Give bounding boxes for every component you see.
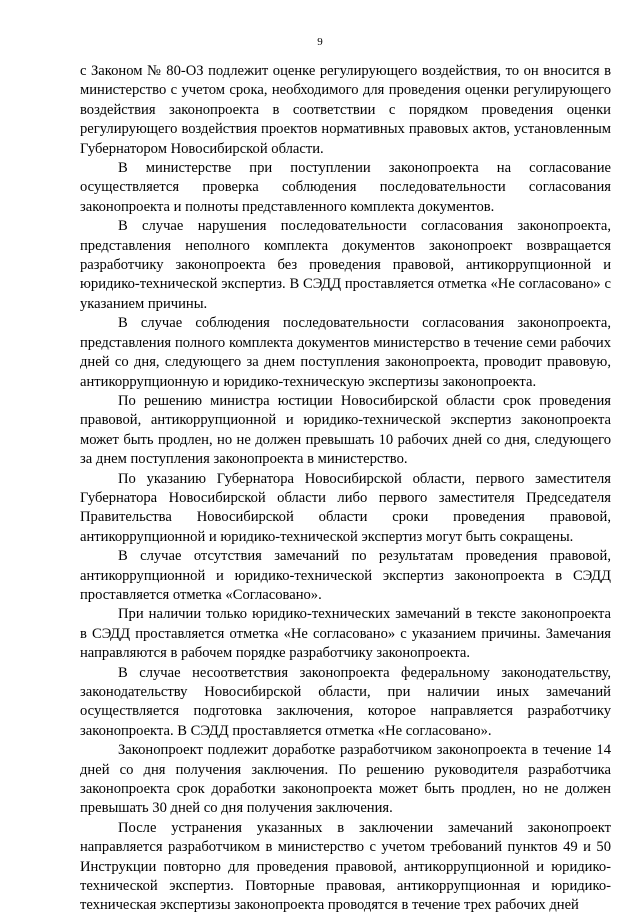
- paragraph: В министерстве при поступлении законопроекта на согласование осуществляется проверка соблюдения последовательности согласования законопроекта и полноты представленного комплекта документов.: [80, 160, 611, 215]
- document-body: [80, 62, 611, 916]
- paragraph: В случае несоответствия законопроекта федеральному законодательству, законодательству Новосибирской области, при наличии иных замечаний осуществляется подготовка заключения, которое направляется разработчику законопроекта. В СЭДД проставляется отметка «Не согласовано».: [80, 664, 611, 739]
- paragraph: В случае отсутствия замечаний по результатам проведения правовой, антикоррупционной и юридико-технической экспертиз законопроекта в СЭДД проставляется отметка «Согласовано».: [80, 548, 611, 603]
- paragraph: В случае нарушения последовательности согласования законопроекта, представления неполного комплекта документов законопроект возвращается разработчику законопроекта без проведения правовой, антикоррупционной и юридико-технической экспертиз. В СЭДД проставляется отметка «Не согласовано» с указанием причины.: [80, 218, 611, 312]
- paragraph-continuation: с Законом № 80-ОЗ подлежит оценке регулирующего воздействия, то он вносится в министерство с учетом срока, необходимого для проведения оценки регулирующего воздействия законопроекта в соответствии с порядком проведения оценки регулирующего воздействия проектов нормативных правовых актов, установленным Губернатором Новосибирской области.: [80, 63, 611, 157]
- paragraph: По указанию Губернатора Новосибирской области, первого заместителя Губернатора Новосибирской области либо первого заместителя Председателя Правительства Новосибирской области сроки проведения правовой, антикоррупционной и юридико-технической экспертиз могут быть сокращены.: [80, 470, 611, 545]
- paragraph: По решению министра юстиции Новосибирской области срок проведения правовой, антикоррупционной и юридико-технической экспертиз законопроекта может быть продлен, но не должен превышать 10 рабочих дней со дня, следующего за днем поступления законопроекта в министерство.: [80, 392, 611, 468]
- paragraph: При наличии только юридико-технических замечаний в тексте законопроекта в СЭДД проставляется отметка «Не согласовано» с указанием причины. Замечания направляются в рабочем порядке разработчику законопроекта.: [80, 606, 611, 662]
- paragraph: В случае соблюдения последовательности согласования законопроекта, представления полного комплекта документов министерство в течение семи рабочих дней со дня, следующего за днем поступления законопроекта, проводит правовую, антикоррупционную и юридико-техническую экспертизы законопроекта.: [80, 315, 611, 390]
- paragraph: Законопроект подлежит доработке разработчиком законопроекта в течение 14 дней со дня получения заключения. По решению руководителя разработчика законопроекта срок доработки законопроекта может быть продлен, но не должен превышать 30 дней со дня получения заключения.: [80, 742, 611, 817]
- paragraph: После устранения указанных в заключении замечаний законопроект направляется разработчиком в министерство с учетом требований пунктов 49 и 50 Инструкции повторно для проведения правовой, антикоррупционной и юридико-технической экспертиз. Повторные правовая, антикоррупционная и юридико-техническая экспертизы законопроекта проводятся в течение трех рабочих дней: [80, 819, 611, 914]
- page-number: 9: [317, 36, 323, 48]
